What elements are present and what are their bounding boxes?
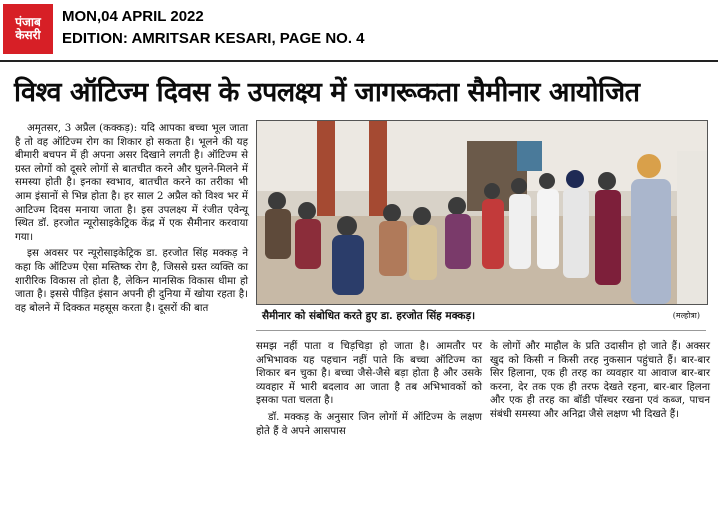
logo-line2: केसरी [15, 28, 41, 42]
paragraph: के लोगों और माहौल के प्रति उदासीन हो जाते हैं। अक्सर खुद को किसी न किसी तरह नुकसान पहुंचाते हैं। बार-बार सिर हिलाना, एक ही तरह का व्यवहार या आवाज बार-बार करना, देर तक एक ही तरफ देखते रहना, बार-बार हिलना और एक ही तरह का बॉडी पॉस्चर रखना एवं कब्ज, पाचन संबंधी समस्या और अनिद्रा जैसे लक्षण भी दिखते हैं। [490, 341, 710, 420]
article-column-3 [490, 340, 710, 425]
paragraph: समझ नहीं पाता व चिड़चिड़ा हो जाता है। आमतौर पर अभिभावक यह पहचान नहीं पाते कि बच्चा ऑटिज्म का शिकार बन चुका है। बच्चा जैसे-जैसे बड़ा होता है और उसके व्यवहार में भारी बदलाव आ जाता है तब अभिभावकों को इसका पता चलता है। [256, 341, 482, 407]
paragraph: अमृतसर, 3 अप्रैल (कक्कड़): यदि आपका बच्चा भूल जाता है तो वह ऑटिज्म रोग का शिकार हो सकता है। भूलने की यह बीमारी बचपन में ही अपना असर दिखाने लगती है। ऑटिज्म से ग्रस्त लोगों को दूसरे लोगों से बातचीत करने और घुलने-मिलने में समस्या होती है। इनका स्वभाव, बातचीत करने का तरीका भी आम इंसानों से भिन्न होता है। हर साल 2 अप्रैल को विश्व भर में आटिज्म दिवस मनाया जाता है। इस उपलक्ष्य में रंजीत एवेन्यू स्थित डॉ. हरजोत न्यूरोसाइकेट्रिक केंद्र में एक सैमीनार करवाया गया। [15, 123, 248, 243]
masthead-meta [62, 6, 365, 50]
seminar-photo [256, 120, 708, 305]
photo-caption: सैमीनार को संबोधित करते हुए डा. हरजोत सिंह मक्कड़। [262, 310, 476, 322]
edition-info: EDITION: AMRITSAR KESARI, PAGE NO. 4 [62, 30, 365, 47]
photo-credit: (मल्होत्रा) [672, 311, 700, 320]
paragraph: डॉ. मक्कड़ के अनुसार जिन लोगों में ऑटिज्म के लक्षण होते हैं वे अपने आसपास [256, 411, 482, 437]
article-column-1 [15, 122, 248, 318]
logo-line1: पंजाब [15, 15, 41, 30]
photo-caption-bar [256, 307, 706, 325]
caption-divider [256, 330, 706, 331]
paragraph: इस अवसर पर न्यूरोसाइकेट्रिक डा. हरजोत सिंह मक्कड़ ने कहा कि ऑटिज्म ऐसा मस्तिष्क रोग है, जिससे ग्रस्त व्यक्ति का शारीरिक विकास तो होता है, लेकिन मानसिक विकास धीमा हो जाता है। इससे पीड़ित इंसान अपनी ही दुनिया में खोया रहता है। वह बोलने में दिक्कत महसूस करता है। दूसरों की बात [15, 248, 248, 314]
publish-date: MON,04 APRIL 2022 [62, 8, 204, 25]
newspaper-logo [3, 4, 53, 54]
photo-illustration [257, 121, 707, 304]
article-column-2 [256, 340, 482, 441]
article-headline: विश्व ऑटिज्म दिवस के उपलक्ष्य में जागरूकता सैमीनार आयोजित [14, 77, 640, 108]
header-divider [0, 60, 718, 62]
